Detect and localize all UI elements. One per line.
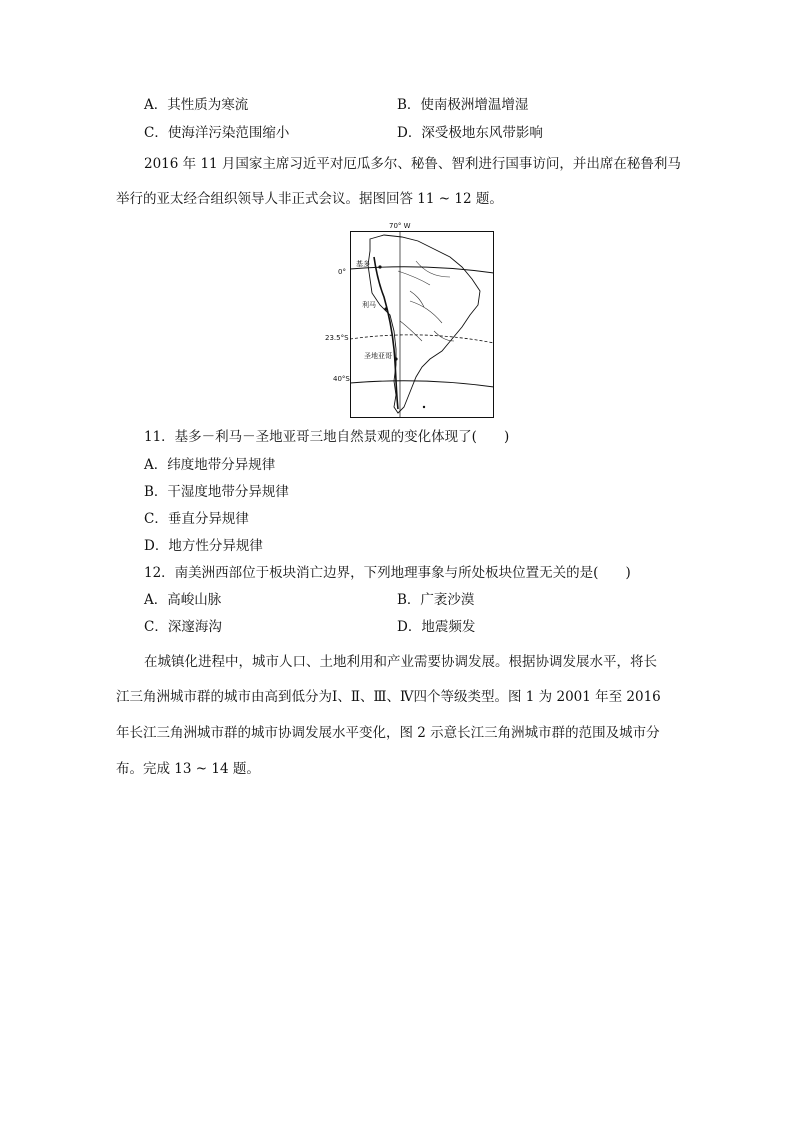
q12-option-a: A．高峻山脉 [144, 592, 222, 608]
map-city-quito: 基多 [356, 260, 370, 268]
prev-option-c: C．使海洋污染范围缩小 [144, 125, 290, 141]
q11-option-d: D．地方性分异规律 [144, 538, 263, 554]
map-tropic-label: 23.5°S [325, 334, 349, 342]
q12-option-d: D．地震频发 [397, 619, 476, 635]
prev-option-b: B．使南极洲增温增湿 [397, 97, 529, 113]
intro-13-14-line3: 年长江三角洲城市群的城市协调发展水平变化，图 2 示意长江三角洲城市群的范围及城市分 [116, 725, 660, 741]
city-quito-dot [378, 265, 381, 268]
city-santiago-dot [394, 357, 397, 360]
island-dot [423, 406, 425, 408]
map-meridian-label: 70° W [389, 222, 411, 230]
map-city-lima: 利马 [362, 301, 376, 309]
intro-13-14-line4: 布。完成 13 ~ 14 题。 [116, 761, 260, 777]
intro-13-14-line2: 江三角洲城市群的城市由高到低分为Ⅰ、Ⅱ、Ⅲ、Ⅳ四个等级类型。图 1 为 2001 年至 2016 [116, 689, 661, 705]
q11-option-b: B．干湿度地带分异规律 [144, 484, 289, 500]
south-america-map [350, 231, 494, 418]
map-city-santiago: 圣地亚哥 [364, 352, 392, 360]
map-lat40-label: 40°S [333, 375, 350, 383]
q11-option-a: A．纬度地带分异规律 [144, 457, 276, 473]
q12-stem: 12．南美洲西部位于板块消亡边界，下列地理事象与所处板块位置无关的是( ) [144, 565, 631, 581]
intro-11-12-line1: 2016 年 11 月国家主席习近平对厄瓜多尔、秘鲁、智利进行国事访问，并出席在秘鲁利马 [144, 156, 681, 172]
south-america-map-svg [350, 231, 494, 418]
q12-option-c: C．深邃海沟 [144, 619, 222, 635]
q11-option-c: C．垂直分异规律 [144, 511, 249, 527]
q12-option-b: B．广袤沙漠 [397, 592, 475, 608]
prev-option-a: A．其性质为寒流 [144, 97, 249, 113]
map-equator-label: 0° [338, 268, 346, 276]
intro-13-14-line1: 在城镇化进程中，城市人口、土地利用和产业需要协调发展。根据协调发展水平，将长 [144, 654, 657, 670]
q11-stem: 11．基多－利马－圣地亚哥三地自然景观的变化体现了( ) [144, 429, 510, 445]
city-lima-dot [384, 307, 387, 310]
intro-11-12-line2: 举行的亚太经合组织领导人非正式会议。据图回答 11 ~ 12 题。 [116, 191, 503, 207]
prev-option-d: D．深受极地东风带影响 [397, 125, 543, 141]
